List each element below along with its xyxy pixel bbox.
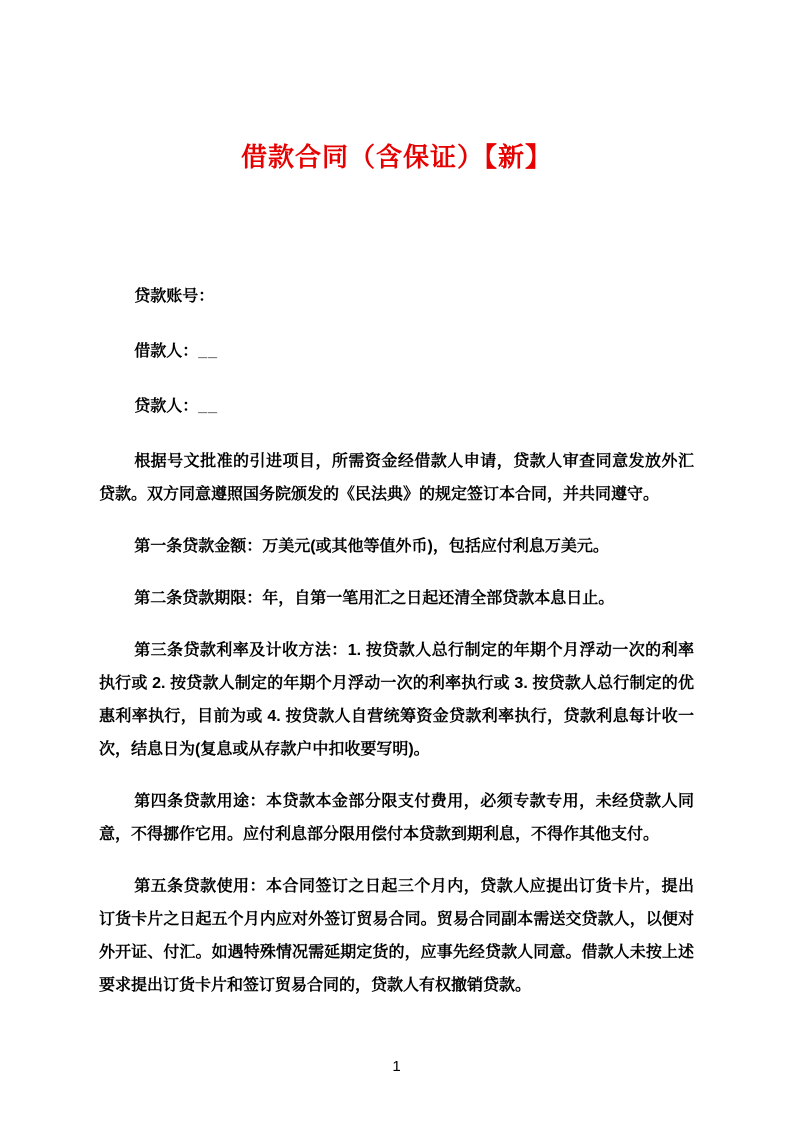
paragraph-clause-2: 第二条贷款期限：年，自第一笔用汇之日起还清全部贷款本息日止。 <box>134 590 615 607</box>
paragraph-preamble: 根据号文批准的引进项目，所需资金经借款人申请，贷款人审查同意发放外汇贷款。双方同意遵照国务院颁发的《民法典》的规定签订本合同，并共同遵守。 <box>99 453 694 503</box>
field-lender-blank: __ <box>198 398 218 415</box>
field-loan-account <box>99 280 694 313</box>
field-borrower-label: 借款人： <box>134 343 199 360</box>
field-lender <box>99 390 694 423</box>
paragraph-clause-4: 第四条贷款用途：本贷款本金部分限支付费用，必须专款专用，未经贷款人同意，不得挪作它用。应付利息部分限用偿付本贷款到期利息，不得作其他支付。 <box>99 793 694 843</box>
doc-title: 借款合同（含保证）【新】 <box>240 142 552 172</box>
page-number: 1 <box>392 1058 401 1075</box>
paragraph-clause-5: 第五条贷款使用：本合同签订之日起三个月内，贷款人应提出订货卡片，提出订货卡片之日起五个月内应对外签订贸易合同。贸易合同副本需送交贷款人，以便对外开证、付汇。如遇特殊情况需延期定货的，应事先经贷款人同意。借款人未按上述要求提出订货卡片和签订贸易合同的，贷款人有权撤销贷款。 <box>99 878 694 994</box>
field-loan-account-label: 贷款账号： <box>134 288 215 305</box>
field-borrower <box>99 335 694 368</box>
field-lender-label: 贷款人： <box>134 398 199 415</box>
field-borrower-blank: __ <box>198 343 218 360</box>
paragraph-clause-3: 第三条贷款利率及计收方法：1. 按贷款人总行制定的年期个月浮动一次的利率执行或 2. 按贷款人制定的年期个月浮动一次的利率执行或 3. 按贷款人总行制定的优惠利率执行，目前为或 4. 按贷款人自营统筹资金贷款利率执行，贷款利息每计收一次，结息日为(复息或从存款户中扣收要写明)。 <box>99 642 694 758</box>
paragraph-clause-1: 第一条贷款金额：万美元(或其他等值外币)，包括应付利息万美元。 <box>134 538 609 555</box>
